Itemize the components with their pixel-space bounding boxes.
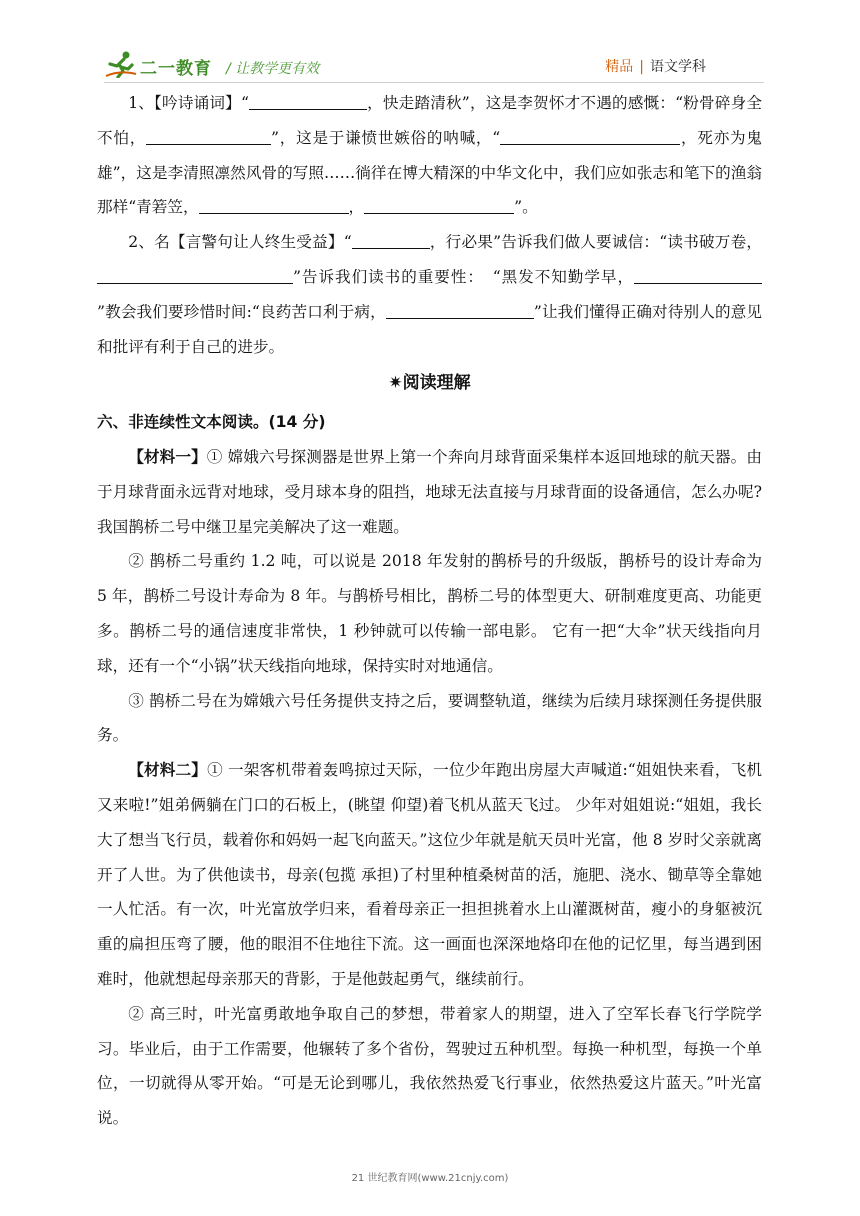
q2-text-3: ”教会我们要珍惜时间:“良药苦口利于病， [97,302,386,321]
material-1-paragraph-3: ③ 鹊桥二号在为嫦娥六号任务提供支持之后，要调整轨道，继续为后续月球探测任务提供服务。 [97,691,762,745]
q1-prefix: 1、【吟诗诵词】“ [128,94,249,112]
q1-text-2: ”，这是于谦愤世嫉俗的呐喊，“ [271,128,501,147]
material-2-text-1: ① 一架客机带着轰鸣掠过天际，一位少年跑出房屋大声喊道:“姐姐快来看，飞机又来啦!”姐弟俩躺在门口的石板上，(眺望 仰望)着飞机从蓝天飞过。 少年对姐姐说:“姐姐，我长大了想当飞行员，载着你和妈妈一起飞向蓝天。”这位少年就是航天员叶光富，他 8 岁时父亲就离开了人世。为了供他读书，母亲(包揽 承担)了村里种植桑树苗的活，施肥、浇水、锄草等全靠她一人忙活。有一次，叶光富放学归来，看着母亲正一担担挑着水上山灌溉树苗，瘦小的身躯被沉重的扁担压弯了腰，他的眼泪不住地往下流。这一画面也深深地烙印在他的记忆里，每当遇到困难时，他就想起母亲那天的背影，于是他鼓起勇气，继续前行。 [97,761,762,988]
q1-text-4: ， [348,198,365,217]
section-title: 阅读理解 [402,373,471,394]
question-1 [97,86,762,225]
answer-blank[interactable] [97,267,293,284]
answer-blank[interactable] [386,302,534,319]
material-2-paragraph-1 [97,753,762,997]
material-1-label: 【材料一】 [128,447,207,466]
answer-blank[interactable] [249,93,367,110]
question-2 [97,225,762,364]
material-2-label: 【材料二】 [128,761,208,780]
q2-text-1: ，行必果”告诉我们做人要诚信：“读书破万卷， [429,233,762,252]
page-footer: 21 世纪教育网(www.21cnjy.com) [351,1173,509,1184]
material-2-paragraph-2: ② 高三时，叶光富勇敢地争取自己的梦想，带着家人的期望，进入了空军长春飞行学院学习。毕业后，由于工作需要，他辗转了多个省份，驾驶过五种机型。每换一种机型，每换一个单位，一切就得从零开始。“可是无论到哪儿，我依然热爱飞行事业，依然热爱这片蓝天。”叶光富说。 [97,1004,762,1128]
material-1-paragraph-2: ② 鹊桥二号重约 1.2 吨，可以说是 2018 年发射的鹊桥号的升级版，鹊桥号的设计寿命为 5 年，鹊桥二号设计寿命为 8 年。与鹊桥号相比，鹊桥二号的体型更大、研制难度更高、功能更多。鹊桥二号的通信速度非常快，1 秒钟就可以传输一部电影。 它有一把“大伞”状天线指向月球，还有一个“小锅”状天线指向地球，保持实时对地通信。 [97,552,762,675]
runner-logo-icon [104,50,138,78]
material-1-paragraph-1 [97,440,762,544]
star-icon: ✷ [388,373,403,394]
page-header [104,44,764,84]
q2-text-4: ”让我们懂得正确对待别人的意见和批评有利于自己的进步。 [97,302,762,356]
q2-prefix: 2、名【言警句让人终生受益】“ [128,233,352,252]
answer-blank[interactable] [634,267,762,284]
material-1-text-1: ① 嫦娥六号探测器是世界上第一个奔向月球背面采集样本返回地球的航天器。由于月球背面永远背对地球，受月球本身的阻挡，地球无法直接与月球背面的设备通信，怎么办呢?我国鹊桥二号中继卫星完美解决了这一难题。 [97,447,762,536]
logo [104,50,324,80]
tag-separator: | [639,59,644,75]
subject-tag [605,56,706,76]
slogan: / 让教学更有效 [226,61,320,77]
q2-text-2: ”告诉我们读书的重要性： “黑发不知勤学早， [293,267,634,286]
premium-label: 精品 [605,59,634,75]
q1-text-5: ”。 [514,198,538,217]
section-heading [97,366,762,401]
q1-text-1: ，快走踏清秋”，这是李贺怀才不遇的感慨：“粉骨碎身全不怕， [97,94,762,147]
logo-text: 二一教育 [140,59,212,79]
header-divider [104,82,764,83]
answer-blank[interactable] [500,128,680,145]
answer-blank[interactable] [364,198,514,215]
answer-blank[interactable] [352,233,430,250]
question-6-title: 六、非连续性文本阅读。(14 分) [97,413,326,432]
answer-blank[interactable] [199,198,349,215]
subject-label: 语文学科 [650,59,706,75]
q1-text-3: ，死亦为鬼雄”，这是李清照凛然风骨的写照……徜徉在博大精深的中华文化中，我们应如张志和笔下的渔翁那样“青箬笠， [97,128,762,217]
answer-blank[interactable] [146,128,271,145]
page-content [97,86,762,1136]
